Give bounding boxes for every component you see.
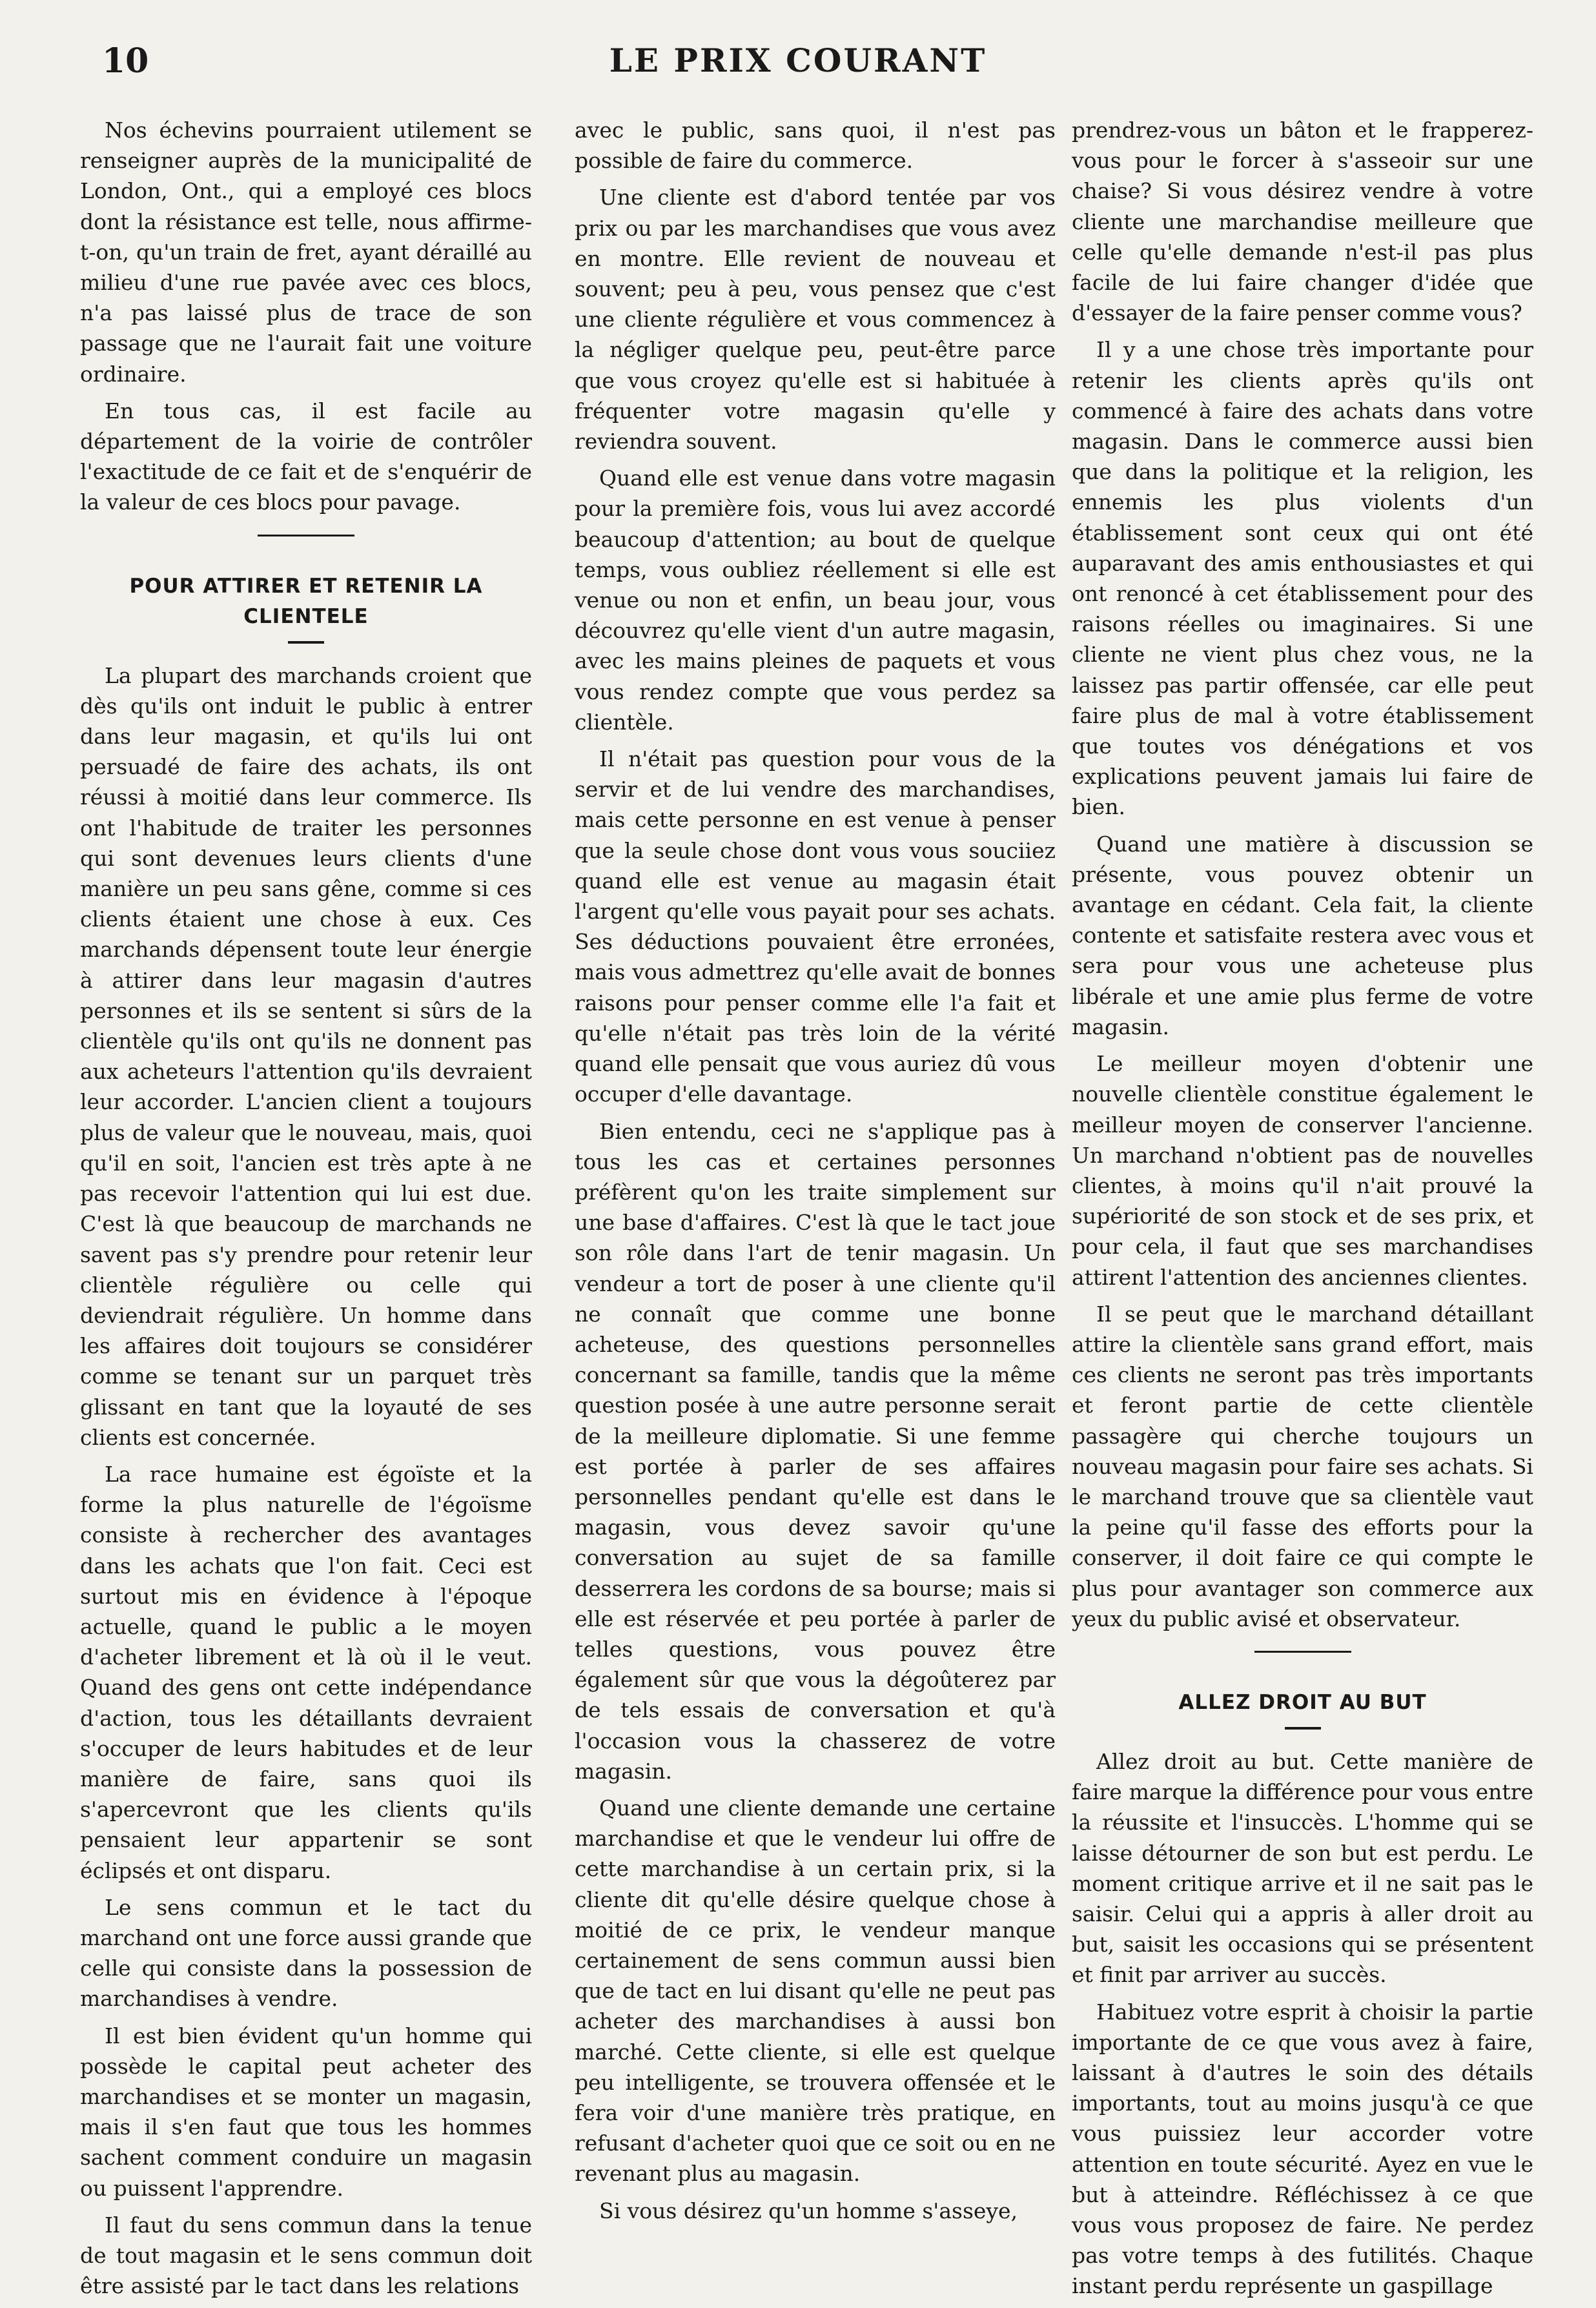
paragraph: Il y a une chose très importante pour retenir les clients après qu'ils ont commencé à faire des achats dans votre magasin. Dans le commerce aussi bien que dans la politique et la religion, les ennemis les plus violents d'un établissement sont ceux qui ont été auparavant des amis enthousiastes et qui ont renoncé à cet établissement pour des raisons réelles ou imaginaires. Si une cliente ne vient plus chez vous, ne la laissez pas partir offensée, car elle peut faire plus de mal à votre établissement que toutes vos dénégations et vos explications peuvent jamais lui faire de bien. xyxy=(1072,337,1533,820)
column-1 xyxy=(80,115,532,2307)
paragraph: Il est bien évident qu'un homme qui possède le capital peut acheter des marchandises et se monter un magasin, mais il s'en faut que tous les hommes sachent comment conduire un magasin ou puissent l'apprendre. xyxy=(80,2023,532,2201)
paragraph: Quand une cliente demande une certaine marchandise et que le vendeur lui offre de cette marchandise à un certain prix, si la cliente dit qu'elle désire quelque chose à moitié de ce prix, le vendeur manque certainement de sens commun aussi bien que de tact en lui disant qu'elle ne peut pas acheter des marchandises à aussi bon marché. Cette cliente, si elle est quelque peu intelligente, se trouvera offensée et le fera voir d'une manière très pratique, en refusant d'acheter quoi que ce soit ou en ne revenant plus au magasin. xyxy=(575,1795,1056,2187)
paragraph: Le meilleur moyen d'obtenir une nouvelle clientèle constitue également le meilleur moyen de conserver l'ancienne. Un marchand n'obtient pas de nouvelles clientes, à moins qu'il n'ait prouvé la supériorité de son stock et de ses prix, et pour cela, il faut que ses marchandises attirent l'attention des anciennes clientes. xyxy=(1072,1051,1533,1290)
paragraph: Il faut du sens commun dans la tenue de tout magasin et le sens commun doit être assisté par le tact dans les relations xyxy=(80,2212,532,2299)
paragraph: Si vous désirez qu'un homme s'asseye, xyxy=(599,2198,1018,2223)
paragraph: La race humaine est égoïste et la forme la plus naturelle de l'égoïsme consiste à rechercher des avantages dans les achats que l'on fait. Ceci est surtout mis en évidence à l'époque actuelle, quand le public a le moyen d'acheter librement et là où il le veut. Quand des gens ont cette indépendance d'action, tous les détaillants devraient s'occuper de leurs habitudes et de leur manière de faire, sans quoi ils s'apercevront que les clients qu'ils pensaient leur appartenir se sont éclipsés et ont disparu. xyxy=(80,1461,532,1883)
paragraph: Bien entendu, ceci ne s'applique pas à tous les cas et certaines personnes préfèrent qu'on les traite simplement sur une base d'affaires. C'est là que le tact joue son rôle dans l'art de tenir magasin. Un vendeur a tort de poser à une cliente qu'il ne connaît que comme une bonne acheteuse, des questions personnelles concernant sa famille, tandis que la même question posée à une autre personne serait de la meilleure diplomatie. Si une femme est portée à parler de ses affaires personnelles pendant qu'elle est dans le magasin, vous devez savoir qu'une conversation au sujet de sa famille desserrera les cordons de sa bourse; mais si elle est réservée et peu portée à parler de telles questions, vous pouvez être également sûr que vous la dégoûterez par de tels essais de conversation et qu'à l'occasion vous la chasserez de votre magasin. xyxy=(575,1118,1056,1784)
page-header xyxy=(0,37,1596,89)
section-separator xyxy=(258,535,354,536)
section-separator xyxy=(1254,1651,1351,1653)
column-3 xyxy=(1072,115,1533,2308)
running-title: LE PRIX COURANT xyxy=(609,41,987,79)
paragraph: En tous cas, il est facile au département de la voirie de contrôler l'exactitude de ce fait et de s'enquérir de la valeur de ces blocs pour pavage. xyxy=(80,398,532,515)
paragraph: Le sens commun et le tact du marchand ont une force aussi grande que celle qui consiste dans la possession de marchandises à vendre. xyxy=(80,1894,532,2012)
column-2 xyxy=(575,115,1056,2232)
paragraph: Quand une matière à discussion se présente, vous pouvez obtenir un avantage en cédant. Cela fait, la cliente contente et satisfaite restera avec vous et sera pour vous une acheteuse plus libérale et une amie plus ferme de votre magasin. xyxy=(1072,831,1533,1039)
article-heading: ALLEZ DROIT AU BUT xyxy=(1178,1690,1427,1714)
paragraph-continued: prendrez-vous un bâton et le frapperez-vous pour le forcer à s'asseoir sur une chaise? Si vous désirez vendre à votre cliente une marchandise meilleure que celle qu'elle demande n'est-il pas plus facile de lui faire changer d'idée que d'essayer de la faire penser comme vous? xyxy=(1072,117,1533,326)
heading-rule xyxy=(1285,1727,1321,1730)
paragraph: Il n'était pas question pour vous de la servir et de lui vendre des marchandises, mais cette personne en est venue à penser que la seule chose dont vous vous souciiez quand elle est venue au magasin était l'argent qu'elle vous payait pour ses achats. Ses déductions pouvaient être erronées, mais vous admettrez qu'elle avait de bonnes raisons pour penser comme elle l'a fait et qu'elle n'était pas très loin de la vérité quand elle pensait que vous auriez dû vous occuper d'elle davantage. xyxy=(575,746,1056,1107)
paragraph: Habituez votre esprit à choisir la partie importante de ce que vous avez à faire, laissant à d'autres le soin des détails importants, tout au moins jusqu'à ce que vous puissiez leur accorder votre attention en toute sécurité. Ayez en vue le but à atteindre. Réfléchissez à ce que vous vous proposez de faire. Ne perdez pas votre temps à des futilités. Chaque instant perdu représente un gaspillage xyxy=(1072,1999,1533,2299)
paragraph: Il se peut que le marchand détaillant attire la clientèle sans grand effort, mais ces clients ne seront pas très importants et feront partie de cette clientèle passagère qui cherche toujours un nouveau magasin pour faire ses achats. Si le marchand trouve que sa clientèle vaut la peine qu'il fasse des efforts pour la conserver, il doit faire ce qui compte le plus pour avantager son commerce aux yeux du public avisé et observateur. xyxy=(1072,1301,1533,1631)
heading-rule xyxy=(288,641,324,644)
paragraph: Une cliente est d'abord tentée par vos prix ou par les marchandises que vous avez en montre. Elle revient de nouveau et souvent; peu à peu, vous pensez que c'est une cliente régulière et vous commencez à la négliger quelque peu, peut-être parce que vous croyez qu'elle est si habituée à fréquenter votre magasin qu'elle y reviendra souvent. xyxy=(575,185,1056,454)
paragraph: Nos échevins pourraient utilement se renseigner auprès de la municipalité de London, Ont., qui a employé ces blocs dont la résistance est telle, nous affirme-t-on, qu'un train de fret, ayant déraillé au milieu d'une rue pavée avec ces blocs, n'a pas laissé plus de trace de son passage que ne l'aurait fait une voiture ordinaire. xyxy=(80,117,532,387)
page-number: 10 xyxy=(102,41,149,81)
paragraph: La plupart des marchands croient que dès qu'ils ont induit le public à entrer dans leur magasin, et qu'ils lui ont persuadé de faire des achats, ils ont réussi à moitié dans leur commerce. Ils ont l'habitude de traiter les personnes qui sont devenues leurs clients d'une manière un peu sans gêne, comme si ces clients étaient une chose à eux. Ces marchands dépensent toute leur énergie à attirer dans leur magasin d'autres personnes et ils se sentent si sûrs de la clientèle qu'ils ont qu'ils ne donnent pas aux acheteurs l'attention qu'ils devraient leur accorder. L'ancien client a toujours plus de valeur que le nouveau, mais, quoi qu'il en soit, l'ancien est très apte à ne pas recevoir l'attention qui lui est due. C'est là que beaucoup de marchands ne savent pas s'y prendre pour retenir leur clientèle régulière ou celle qui deviendrait régulière. Un homme dans les affaires doit toujours se considérer comme se tenant sur un parquet très glissant en tant que la loyauté de ses clients est concernée. xyxy=(80,662,532,1450)
paragraph: Allez droit au but. Cette manière de faire marque la différence pour vous entre la réussite et l'insuccès. L'homme qui se laisse détourner de son but est perdu. Le moment critique arrive et il ne sait pas le saisir. Celui qui a appris à aller droit au but, saisit les occasions qui se présentent et finit par arriver au succès. xyxy=(1072,1748,1533,1988)
article-heading: POUR ATTIRER ET RETENIR LA CLIENTELE xyxy=(129,574,483,628)
paragraph-continued: avec le public, sans quoi, il n'est pas possible de faire du commerce. xyxy=(575,117,1056,174)
paragraph: Quand elle est venue dans votre magasin pour la première fois, vous lui avez accordé beaucoup d'attention; au bout de quelque temps, vous oubliez réellement si elle est venue ou non et enfin, un beau jour, vous découvrez qu'elle vient d'un autre magasin, avec les mains pleines de paquets et vous vous rendez compte que vous perdez sa clientèle. xyxy=(575,465,1056,735)
